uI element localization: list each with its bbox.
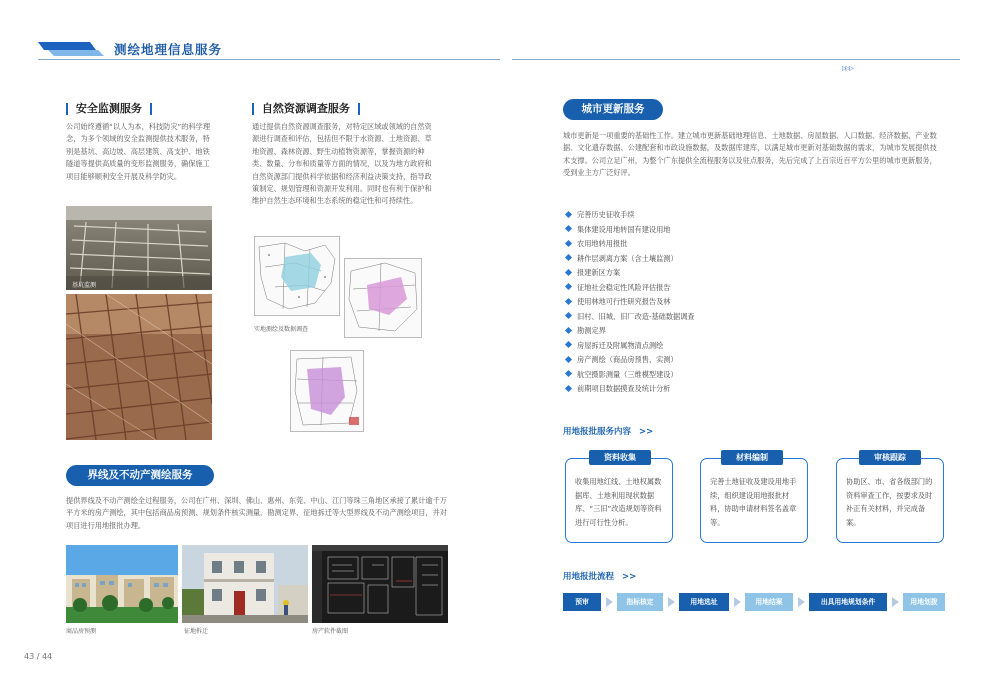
flow-title: 用地报批流程 [563, 572, 615, 582]
flow-heading [563, 570, 636, 582]
property-software-screenshot [312, 545, 448, 623]
header-rule-left [38, 59, 500, 60]
section-title-natural [252, 100, 360, 116]
diamond-bullet-icon [565, 297, 572, 304]
card-tag-review: 审核跟踪 [859, 450, 921, 465]
caption-commercial-housing: 商品房预测 [66, 628, 97, 635]
approval-card-prepare [700, 453, 808, 543]
diamond-bullet-icon [565, 283, 572, 290]
commercial-housing-photo [66, 545, 178, 623]
flow-arrow-icon [892, 597, 899, 607]
flow-step-planning-conditions: 出具用地规划条件 [809, 593, 887, 611]
natural-text: 通过提供自然资源调查服务，对特定区域或领域的自然资源进行调查和评估，包括但不限于水资源、土地资源、草地资源、森林资源、野生动植物资源等，掌握资源的种类、数量、分布和质量等方面的情况，以及为地方政府和自然资源部门提供科学依据和经济利益决策支持，指导政策制定、规划管理和资源开发利用。同时也有利于保护和维护自然生态环境和生态系统的稳定性和可持续性。 [252, 122, 432, 206]
flow-step-site-selection: 用地选址 [679, 593, 729, 611]
safety-photo-caption: 基坑监测 [72, 282, 97, 289]
card-text-prepare: 完善土地征收及建设用地手续，组织建设用地报批材料，协助申请材料签名盖章等。 [710, 477, 797, 527]
approval-arrows-icon: >> [638, 427, 654, 437]
list-item: 农用地转用报批 [566, 237, 866, 252]
card-tag-prepare: 材料编制 [721, 450, 783, 465]
diamond-bullet-icon [565, 384, 572, 391]
survey-map-2 [344, 258, 422, 338]
section-title-safety [66, 100, 152, 116]
flow-arrows-icon: >> [621, 572, 637, 582]
card-text-review: 协助区、市、省各级部门的资料审查工作，按要求及时补正有关材料，并完成备案。 [846, 477, 933, 527]
list-item: 完善历史征收手续 [566, 208, 866, 223]
caption-demolition: 征地拆迁 [184, 628, 209, 635]
list-item: 勘测定界 [566, 324, 866, 339]
flow-step-closing: 用地结案 [745, 593, 793, 611]
list-item: 使用林地可行性研究报告及林 [566, 295, 866, 310]
list-item: 房产测绘（商品房预售、实测） [566, 353, 866, 368]
diamond-bullet-icon [565, 312, 572, 319]
header-arrows-icon: ▷▷▷ [842, 65, 853, 72]
list-item: 报建新区方案 [566, 266, 866, 281]
slope-monitoring-photo [66, 294, 212, 440]
boundary-title: 界线及不动产测绘服务 [66, 465, 214, 486]
list-item: 征地社会稳定性风险评估报告 [566, 281, 866, 296]
survey-map-3 [290, 350, 364, 432]
approval-heading [563, 425, 653, 437]
flow-arrow-icon [798, 597, 805, 607]
list-item: 旧村、旧城、旧厂改造-基础数据调查 [566, 310, 866, 325]
diamond-bullet-icon [565, 355, 572, 362]
header-decoration [38, 40, 108, 58]
approval-title: 用地报批服务内容 [563, 427, 632, 437]
diamond-bullet-icon [565, 326, 572, 333]
approval-card-collect [565, 453, 673, 543]
page-header-title: 测绘地理信息服务 [114, 42, 223, 57]
survey-map-caption: 实地测绘及数据调查 [254, 326, 309, 333]
urban-text: 城市更新是一项重要的基础性工作。建立城市更新基础地理信息、土地数据、房屋数据、人口数据、经济数据、产业数据、文化遗存数据、公建配套和市政设施数据，及数据库建库，以满足城市更新对基础数据的需求，为城市发展提供技术支撑。公司立足广州，为整个广东提供全流程服务以及驻点服务，先后完成了上百宗近百平方公里的城市更新服务，受到业主方广泛好评。 [563, 131, 937, 178]
survey-map-1 [254, 236, 340, 316]
flow-arrow-icon [606, 597, 613, 607]
flow-arrow-icon [668, 597, 675, 607]
safety-title: 安全监测服务 [75, 102, 142, 115]
diamond-bullet-icon [565, 254, 572, 261]
flow-step-pre-review: 预审 [563, 593, 601, 611]
diamond-bullet-icon [565, 268, 572, 275]
card-tag-collect: 资料收集 [589, 450, 651, 465]
diamond-bullet-icon [565, 370, 572, 377]
list-item: 集体建设用地转国有建设用地 [566, 223, 866, 238]
card-text-collect: 收集用地红线、土地权属数据库、土地利用现状数据库、“三旧”改造规划等资料进行可行性分析。 [575, 477, 662, 527]
demolition-photo [182, 545, 308, 623]
list-item: 航空摄影测量（三维模型建设） [566, 368, 866, 383]
urban-title: 城市更新服务 [563, 99, 663, 120]
list-item: 耕作层剥离方案（含土壤监测） [566, 252, 866, 267]
natural-title: 自然资源调查服务 [261, 102, 350, 115]
diamond-bullet-icon [565, 225, 572, 232]
flow-step-quota: 指标核定 [617, 593, 663, 611]
caption-software: 房产软件截图 [312, 628, 349, 635]
list-item: 房屋拆迁及附属物清点测绘 [566, 339, 866, 354]
approval-card-review [836, 453, 944, 543]
list-item: 前期项目数据摸查及统计分析 [566, 382, 866, 397]
safety-text: 公司始终遵循“以人为本，科技防灾”的科学理念，为多个领域的安全监测提供技术服务，特别是基坑、高边坡、高层建筑、高支护、地铁隧道等提供高质量的变形监测服务，确保施工项目能够顺利安全开展及科学防灾。 [66, 122, 211, 181]
header-rule-right [512, 59, 960, 60]
page-number: 43 / 44 [24, 652, 53, 661]
boundary-text: 提供界线及不动产测绘全过程服务，公司在广州、深圳、佛山、惠州、东莞、中山、江门等珠三角地区承接了累计逾千万平方米的房产测绘，其中包括商品房预测、规划条件核实测量、勘测定界、征地拆迁等大型界线及不动产测绘项目，并对项目进行用地报批办理。 [66, 496, 447, 530]
diamond-bullet-icon [565, 341, 572, 348]
urban-service-list [566, 208, 866, 397]
flow-step-allocation: 用地划拨 [903, 593, 945, 611]
foundation-pit-photo [66, 206, 212, 290]
diamond-bullet-icon [565, 210, 572, 217]
diamond-bullet-icon [565, 239, 572, 246]
flow-arrow-icon [734, 597, 741, 607]
